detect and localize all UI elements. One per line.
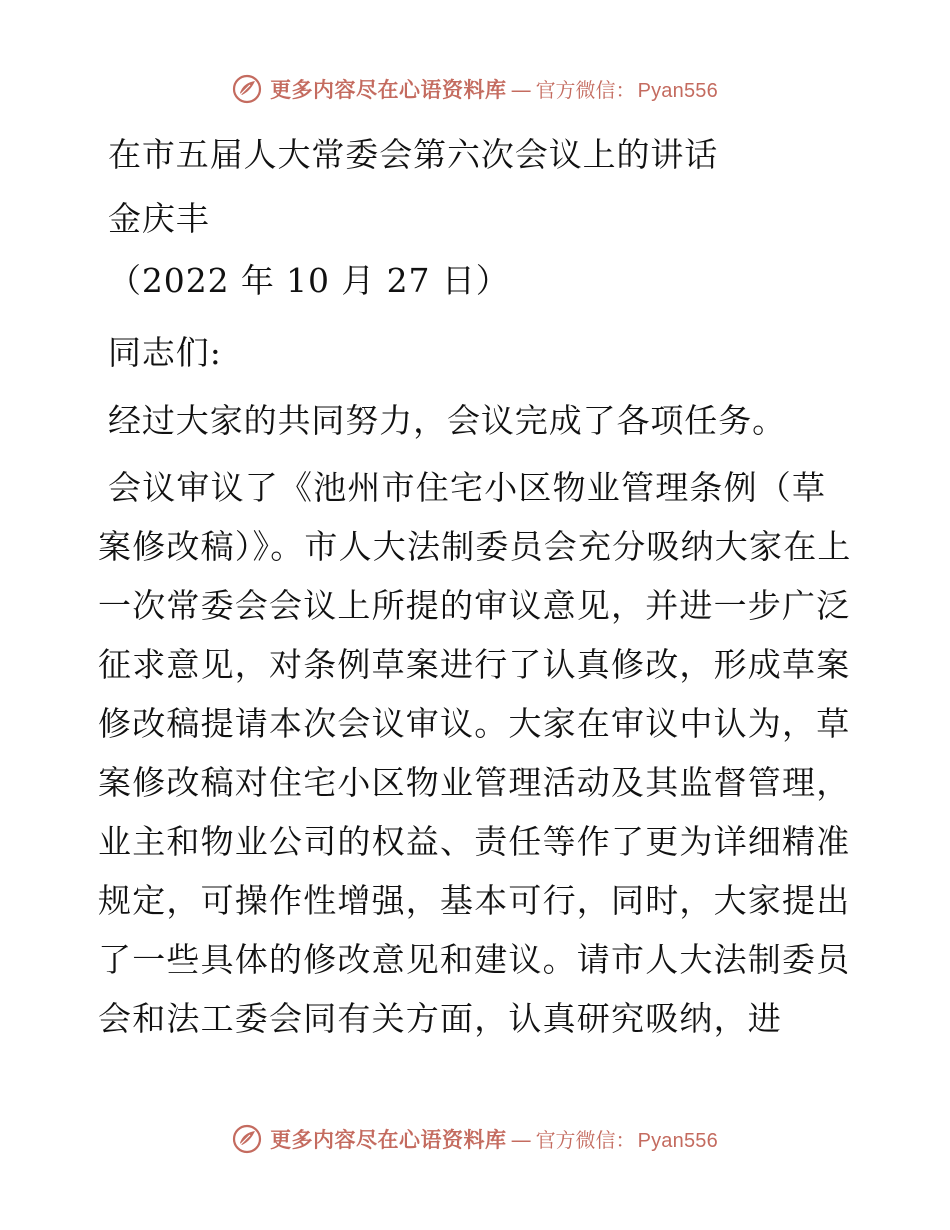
document-greeting: 同志们: — [108, 333, 222, 372]
footer-banner-text — [270, 1124, 718, 1154]
document-title: 在市五届人大常委会第六次会议上的讲话 — [108, 135, 719, 174]
banner-contact-id: Pyan556 — [637, 80, 718, 102]
document-paragraph: 经过大家的共同努力，会议完成了各项任务。 — [108, 401, 786, 440]
banner-separator: — — [510, 78, 532, 102]
document-author: 金庆丰 — [108, 199, 210, 238]
banner-main-text: 更多内容尽在心语资料库 — [270, 78, 507, 102]
header-banner — [0, 72, 950, 106]
pen-logo-icon — [232, 1124, 262, 1154]
pen-logo-icon — [232, 74, 262, 104]
header-banner-text — [270, 74, 718, 104]
banner-contact-label: 官方微信： — [535, 1128, 636, 1152]
document-content — [98, 126, 858, 1048]
banner-separator: — — [510, 1128, 532, 1152]
banner-contact-label: 官方微信： — [535, 78, 636, 102]
banner-contact-id: Pyan556 — [637, 1130, 718, 1152]
document-date: （2022 年 10 月 27 日） — [108, 261, 510, 300]
footer-banner — [0, 1122, 950, 1156]
banner-main-text: 更多内容尽在心语资料库 — [270, 1128, 507, 1152]
document-paragraph: 会议审议了《池州市住宅小区物业管理条例（草案修改稿）》。市人大法制委员会充分吸纳大家在上一次常委会会议上所提的审议意见，并进一步广泛征求意见，对条例草案进行了认真修改，形成草案修改稿提请本次会议审议。大家在审议中认为，草案修改稿对住宅小区物业管理活动及其监督管理，业主和物业公司的权益、责任等作了更为详细精准规定，可操作性增强，基本可行，同时，大家提出了一些具体的修改意见和建议。请市人大法制委员会和法工委会同有关方面，认真研究吸纳，进 — [98, 468, 852, 1038]
